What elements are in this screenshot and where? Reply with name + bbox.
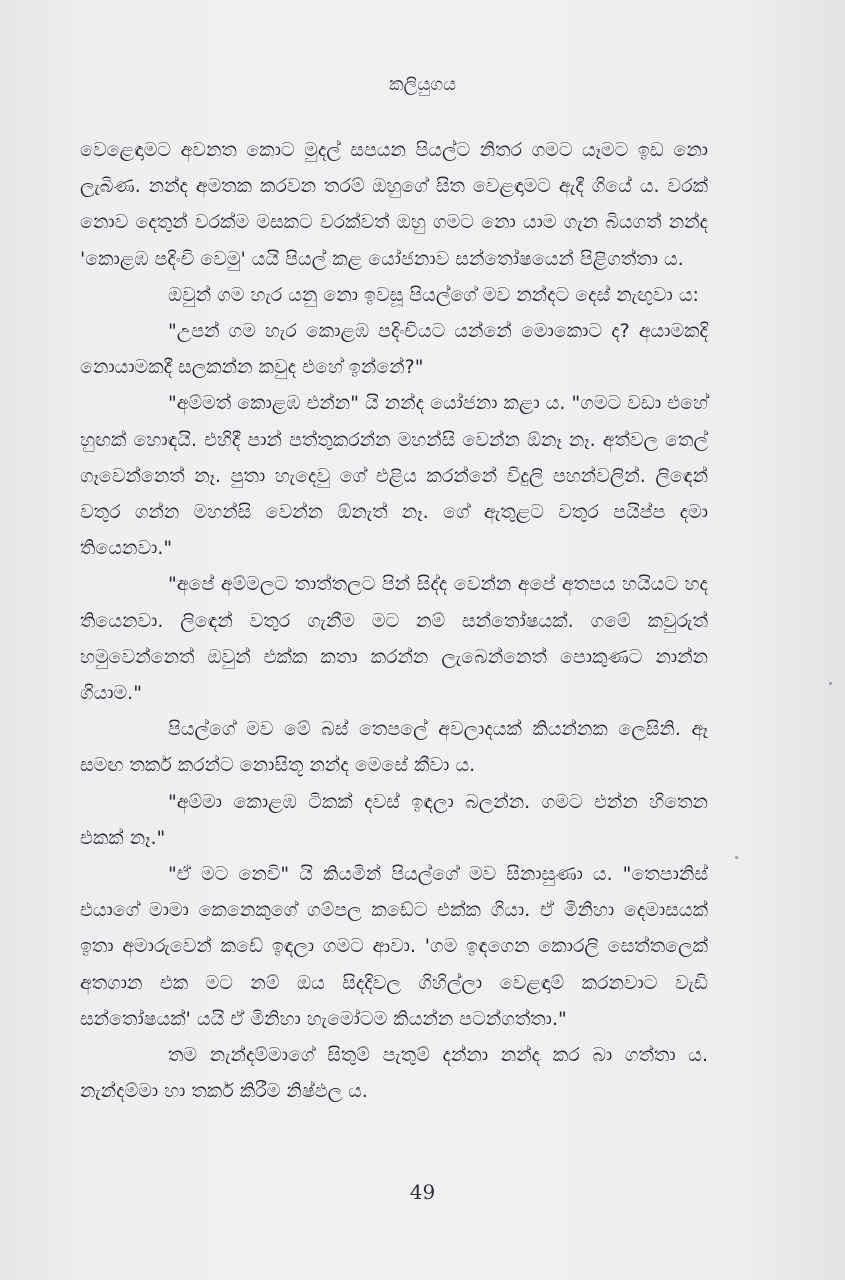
paragraph: "අම්මත් කොළඹ එන්න" යි නන්ද යෝජනා කළා ය. "ගමට වඩා එහේ හුඟක් හොඳයි. එහිදී පාන් පත්තුකරන්න මහන්සි වෙන්න ඕනෑ නෑ. අත්වල තෙල් ගෑවෙන්නෙත් නෑ. පුතා හැදෙවු ගේ එළිය කරන්නේ විදුලි පහන්වලින්. ලිඳෙන් වතුර ගන්න මහන්සි වෙන්න ඕනැත් නෑ. ගේ ඇතුළට වතුර පයිප්ප දමා තියෙනවා." bbox=[80, 392, 708, 560]
paragraph: "අම්මා කොළඹ ටිකක් දවස් ඉඳලා බලන්න. ගමට එන්න හිතෙන එකක් නෑ." bbox=[80, 790, 708, 849]
paper-speck bbox=[735, 856, 738, 859]
paragraph: "උපන් ගම හැර කොළඹ පදිංචියට යන්නේ මොකොට ද? අයාමකදි නොයාමකදී සලකන්න කවුද එහේ ඉන්නේ?" bbox=[80, 320, 708, 379]
page-number: 49 bbox=[409, 1180, 436, 1204]
body-text bbox=[80, 132, 708, 1109]
paragraph: තම නැන්දම්මාගේ සිතුම් පැතුම් දන්නා නන්ද කර බා ගත්තා ය. නැන්දම්මා හා තර්ක කිරීම නිෂ්ඵල ය. bbox=[80, 1044, 708, 1103]
paper-speck bbox=[829, 682, 832, 685]
running-head: කලියුගය bbox=[388, 74, 457, 95]
paragraph: පියල්ගේ මව මේ බස් තෙපලේ අවලාදයක් කියන්නක ලෙසිනි. ඈ සමඟ තර්ක කරන්ට නොසිතූ නන්ද මෙසේ කීවා ය. bbox=[80, 718, 708, 777]
paragraph: වෙළෙඳාමට අවනත කොට මුදල් සපයන පියල්ට නිතර ගමට යෑමට ඉඩ නො ලැබිණ. නන්ද අමතක කරවන තරම් ඔහුගේ සිත වෙළඳාමට ඇදී ගියේ ය. වරක් නොව දෙතුන් වරක්ම මසකට වරක්වත් ඔහු ගමට නො යාම ගැන බියගත් නන්ද 'කොළඹ පදිංචි වෙමු' යයි පියල් කළ යෝජනාව සන්තෝෂයෙන් පිළිගත්තා ය. bbox=[80, 139, 708, 270]
paragraph: "ඒ මට නෙවි" යි කියමින් පියල්ගේ මව සිනාසුණා ය. "තෙපානිස් එයාගේ මාමා කෙනෙකුගේ ගම්පල කඩේට එක්ක ගියා. ඒ මිනිහා දෙමාසයක් ඉතා අමාරුවෙන් කඩේ ඉඳලා ගමට ආවා. 'ගම ඉඳගෙන කොරලි සෙත්තලෙක් අතගාන එක මට නම් ඔය සිදදිවල ගිහිල්ලා වෙළඳාම් කරනවාට වැඩි සන්තෝෂයක්' යයි ඒ මිනිහා හැමෝටම කියන්න පටන්ගත්තා." bbox=[80, 863, 708, 1030]
paragraph: "අපේ අම්මලට තාත්තලට පින් සිද්ද වෙන්න අපේ අතපය හයියට හද තියෙනවා. ලිඳෙන් වතුර ගැනීම මට නම් සන්තෝෂයක්. ගමේ කවුරුත් හමුවෙන්නෙත් ඔවුන් එක්ක කතා කරන්න ලැබෙන්නෙත් පොකුණට නාන්න ගියාම." bbox=[80, 573, 708, 705]
paragraph: ඔවුන් ගම හැර යනු නො ඉවසූ පියල්ගේ මව නන්දට දෙස් නැඟුවා ය: bbox=[168, 283, 699, 306]
